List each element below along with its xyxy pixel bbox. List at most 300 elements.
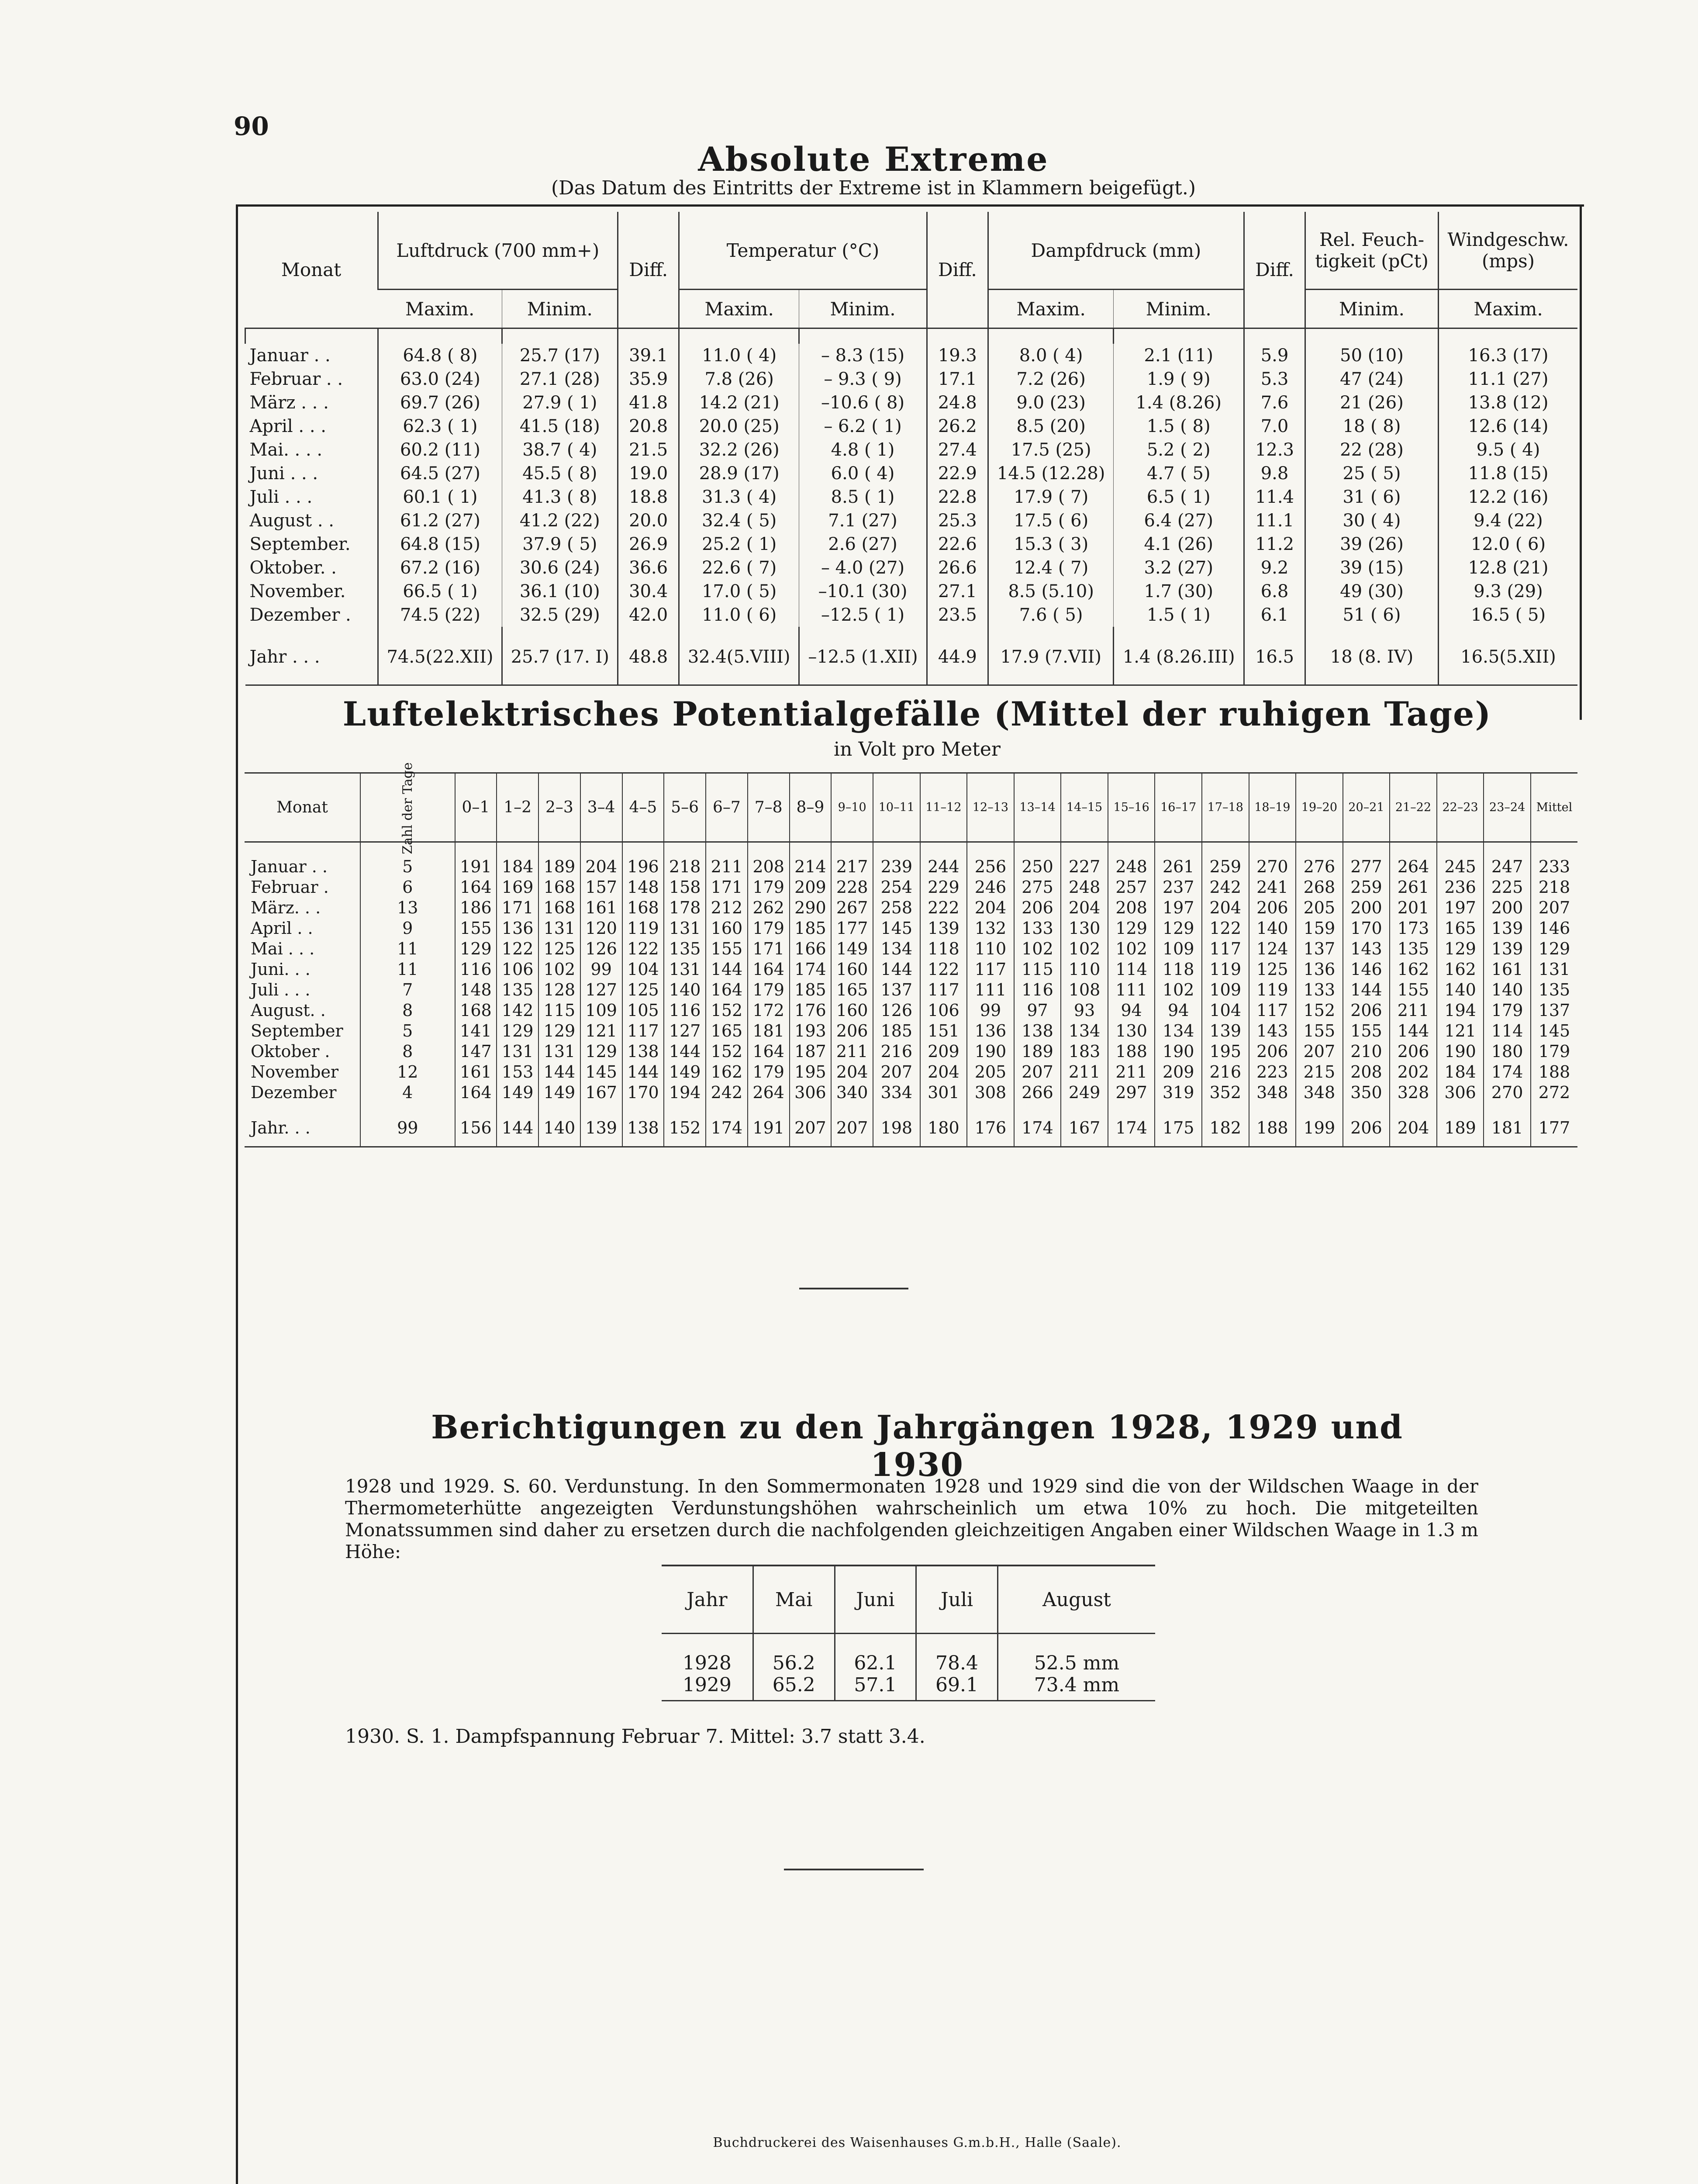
data-cell: 9.0 (23)	[988, 391, 1114, 415]
extremes-subtitle: (Das Datum des Eintritts der Extreme ist in Klammern beigefügt.)	[551, 177, 1196, 199]
data-cell: 30.4	[618, 580, 679, 603]
col-hour: 9–10	[831, 773, 873, 842]
data-cell: 189	[538, 857, 580, 877]
col-header: Mai	[753, 1565, 835, 1634]
table-row	[245, 857, 1577, 877]
data-cell: 51 ( 6)	[1305, 603, 1439, 627]
data-cell: 218	[1531, 877, 1577, 898]
month-cell: Juli . . .	[251, 980, 311, 999]
data-cell: 121	[580, 1021, 622, 1041]
data-cell: 197	[1437, 898, 1484, 918]
data-cell: 17.1	[927, 367, 988, 391]
data-cell: 114	[1484, 1021, 1531, 1041]
data-cell: 28.9 (17)	[679, 462, 799, 485]
data-cell: – 8.3 (15)	[799, 344, 927, 367]
col-monat: Monat	[245, 773, 360, 842]
data-cell: 174	[1108, 1118, 1155, 1147]
data-cell: 99	[580, 959, 622, 980]
data-cell: 1.9 ( 9)	[1114, 367, 1244, 391]
corrections-title: Berichtigungen zu den Jahrgängen 1928, 1929 und 1930	[431, 1409, 1403, 1484]
data-cell: 129	[497, 1021, 538, 1041]
gap-cell	[706, 1103, 748, 1118]
data-cell: 199	[1296, 1118, 1343, 1147]
data-cell: 162	[706, 1062, 748, 1082]
data-cell: 106	[920, 1000, 967, 1021]
table-row	[245, 980, 1577, 1000]
data-cell: 111	[967, 980, 1014, 1000]
gap-cell	[927, 627, 988, 645]
spacer-cell	[378, 328, 502, 344]
data-cell: 193	[790, 1021, 832, 1041]
data-cell: 308	[967, 1082, 1014, 1103]
data-cell: 211	[1108, 1062, 1155, 1082]
data-cell: 67.2 (16)	[378, 556, 502, 580]
data-cell: 121	[1437, 1021, 1484, 1041]
spacer-cell	[831, 842, 873, 857]
month-cell: Februar .	[251, 878, 329, 897]
data-cell: 117	[1249, 1000, 1296, 1021]
col-hour: 15–16	[1108, 773, 1155, 842]
data-cell: 245	[1437, 857, 1484, 877]
data-cell: 257	[1108, 877, 1155, 898]
data-cell: 290	[790, 898, 832, 918]
data-cell: 146	[1531, 918, 1577, 939]
data-cell: 210	[1343, 1041, 1390, 1062]
data-cell: 78.4	[916, 1652, 998, 1674]
data-cell: 216	[873, 1041, 920, 1062]
data-cell: 204	[1202, 898, 1249, 918]
data-cell: 6.0 ( 4)	[799, 462, 927, 485]
data-cell: 122	[1202, 918, 1249, 939]
data-cell: 129	[1531, 939, 1577, 959]
data-cell: 200	[1343, 898, 1390, 918]
data-cell: 125	[538, 939, 580, 959]
data-cell: 264	[1390, 857, 1437, 877]
spacer-cell	[1202, 842, 1249, 857]
data-cell: 227	[1061, 857, 1108, 877]
gap-cell	[1244, 627, 1305, 645]
data-cell: 16.5 ( 5)	[1439, 603, 1578, 627]
data-cell: 236	[1437, 877, 1484, 898]
data-cell: 17.0 ( 5)	[679, 580, 799, 603]
month-cell: Jahr . . .	[245, 645, 378, 685]
gap-cell	[1155, 1103, 1202, 1118]
data-cell: 94	[1108, 1000, 1155, 1021]
data-cell: 138	[622, 1041, 664, 1062]
data-cell: 239	[873, 857, 920, 877]
data-cell: 155	[1390, 980, 1437, 1000]
data-cell: 237	[1155, 877, 1202, 898]
data-cell: 155	[1343, 1021, 1390, 1041]
spacer-row	[245, 842, 1577, 857]
data-cell: 250	[1014, 857, 1061, 877]
data-cell: 207	[873, 1062, 920, 1082]
data-cell: 135	[1390, 939, 1437, 959]
divider-rule	[784, 1869, 924, 1870]
data-cell: 176	[967, 1118, 1014, 1147]
data-cell: 328	[1390, 1082, 1437, 1103]
data-cell: 118	[1155, 959, 1202, 980]
data-cell: 161	[580, 898, 622, 918]
data-cell: 24.8	[927, 391, 988, 415]
data-cell: 12.6 (14)	[1439, 415, 1578, 438]
month-cell: Oktober. .	[249, 558, 337, 578]
data-cell: 146	[1343, 959, 1390, 980]
data-cell: 11.8 (15)	[1439, 462, 1578, 485]
data-cell: 6.4 (27)	[1114, 509, 1244, 532]
data-cell: 6	[360, 877, 455, 898]
table-row	[245, 877, 1577, 898]
divider-rule	[799, 1288, 908, 1289]
data-cell: 139	[1484, 918, 1531, 939]
data-cell: 134	[873, 939, 920, 959]
data-cell: 8.5 (20)	[988, 415, 1114, 438]
gap-cell	[360, 1103, 455, 1118]
gap-cell	[378, 627, 502, 645]
data-cell: 130	[1108, 1021, 1155, 1041]
data-cell: 223	[1249, 1062, 1296, 1082]
data-cell: 5.2 ( 2)	[1114, 438, 1244, 462]
col-hour: 5–6	[664, 773, 706, 842]
data-cell: 132	[967, 918, 1014, 939]
col-header: Jahr	[662, 1565, 753, 1634]
data-cell: 189	[1014, 1041, 1061, 1062]
data-cell: 208	[748, 857, 790, 877]
data-cell: 208	[1108, 898, 1155, 918]
data-cell: 196	[622, 857, 664, 877]
data-cell: 134	[1061, 1021, 1108, 1041]
data-cell: 175	[1155, 1118, 1202, 1147]
spacer-cell	[580, 842, 622, 857]
data-cell: 12.8 (21)	[1439, 556, 1578, 580]
data-cell: 9.8	[1244, 462, 1305, 485]
data-cell: 1.5 ( 1)	[1114, 603, 1244, 627]
data-cell: 144	[622, 1062, 664, 1082]
data-cell: 20.0 (25)	[679, 415, 799, 438]
data-cell: 190	[1437, 1041, 1484, 1062]
table-row	[245, 1021, 1577, 1041]
data-cell: 200	[1484, 898, 1531, 918]
data-cell: 160	[706, 918, 748, 939]
gap-cell	[967, 1103, 1014, 1118]
data-cell: 164	[455, 1082, 497, 1103]
gap-cell	[920, 1103, 967, 1118]
data-cell: –12.5 ( 1)	[799, 603, 927, 627]
gap-cell	[245, 1103, 360, 1118]
data-cell: –10.1 (30)	[799, 580, 927, 603]
table-row	[245, 344, 1578, 367]
data-cell: 249	[1061, 1082, 1108, 1103]
data-cell: 188	[1108, 1041, 1155, 1062]
month-cell: April . .	[251, 919, 313, 938]
data-cell: 5.3	[1244, 367, 1305, 391]
data-cell: 158	[664, 877, 706, 898]
data-cell: 74.5(22.XII)	[378, 645, 502, 685]
data-cell: 206	[831, 1021, 873, 1041]
data-cell: 11.2	[1244, 532, 1305, 556]
data-cell: 182	[1202, 1118, 1249, 1147]
data-cell: 11.1	[1244, 509, 1305, 532]
data-cell: 177	[831, 918, 873, 939]
data-cell: 25.7 (17. I)	[502, 645, 618, 685]
table-row	[245, 556, 1578, 580]
gap-cell	[799, 627, 927, 645]
spacer-cell	[997, 1634, 1155, 1653]
data-cell: 17.9 (7.VII)	[988, 645, 1114, 685]
data-cell: 22.6 ( 7)	[679, 556, 799, 580]
data-cell: 306	[1437, 1082, 1484, 1103]
data-cell: 138	[622, 1118, 664, 1147]
data-cell: 168	[538, 877, 580, 898]
data-cell: 1.4 (8.26.III)	[1114, 645, 1244, 685]
data-cell: 262	[748, 898, 790, 918]
col-hour: 20–21	[1343, 773, 1390, 842]
year-row	[245, 1118, 1577, 1147]
data-cell: 143	[1249, 1021, 1296, 1041]
data-cell: 6.5 ( 1)	[1114, 485, 1244, 509]
data-cell: –10.6 ( 8)	[799, 391, 927, 415]
sub-luftdruck-min: Minim.	[502, 290, 618, 328]
data-cell: 36.6	[618, 556, 679, 580]
data-cell: 16.5	[1244, 645, 1305, 685]
year-row	[245, 645, 1578, 685]
data-cell: 11.1 (27)	[1439, 367, 1578, 391]
data-cell: 5	[360, 1021, 455, 1041]
data-cell: 211	[706, 857, 748, 877]
gap-cell	[538, 1103, 580, 1118]
data-cell: 171	[497, 898, 538, 918]
data-cell: 157	[580, 877, 622, 898]
data-cell: 39.1	[618, 344, 679, 367]
data-cell: 11	[360, 959, 455, 980]
data-cell: 109	[1202, 980, 1249, 1000]
data-cell: 301	[920, 1082, 967, 1103]
data-cell: 152	[1296, 1000, 1343, 1021]
gap-cell	[1484, 1103, 1531, 1118]
data-cell: 129	[580, 1041, 622, 1062]
data-cell: 242	[706, 1082, 748, 1103]
data-cell: 206	[1249, 1041, 1296, 1062]
data-cell: 6.8	[1244, 580, 1305, 603]
data-cell: 131	[664, 959, 706, 980]
data-cell: 169	[497, 877, 538, 898]
spacer-cell	[753, 1634, 835, 1653]
gap-cell	[679, 627, 799, 645]
data-cell: 130	[1061, 918, 1108, 939]
gap-cell	[1061, 1103, 1108, 1118]
data-cell: 133	[1296, 980, 1343, 1000]
table-row	[245, 509, 1578, 532]
data-cell: 93	[1061, 1000, 1108, 1021]
data-cell: 102	[1061, 939, 1108, 959]
data-cell: 1.4 (8.26)	[1114, 391, 1244, 415]
data-cell: 204	[967, 898, 1014, 918]
spacer-cell	[1484, 842, 1531, 857]
spacer-cell	[1531, 842, 1577, 857]
data-cell: 64.5 (27)	[378, 462, 502, 485]
data-cell: 117	[1202, 939, 1249, 959]
data-cell: 139	[580, 1118, 622, 1147]
data-cell: 161	[1484, 959, 1531, 980]
data-cell: 129	[455, 939, 497, 959]
data-cell: 155	[1296, 1021, 1343, 1041]
spacer-cell	[1249, 842, 1296, 857]
data-cell: 181	[1484, 1118, 1531, 1147]
data-cell: 62.3 ( 1)	[378, 415, 502, 438]
data-cell: 122	[920, 959, 967, 980]
data-cell: 168	[538, 898, 580, 918]
data-cell: 135	[664, 939, 706, 959]
data-cell: 11.0 ( 6)	[679, 603, 799, 627]
col-hour: 16–17	[1155, 773, 1202, 842]
data-cell: 135	[1531, 980, 1577, 1000]
data-cell: 74.5 (22)	[378, 603, 502, 627]
data-cell: 191	[748, 1118, 790, 1147]
data-cell: 143	[1343, 939, 1390, 959]
data-cell: 165	[831, 980, 873, 1000]
data-cell: 147	[455, 1041, 497, 1062]
data-cell: 172	[748, 1000, 790, 1021]
data-cell: 207	[1296, 1041, 1343, 1062]
evaporation-table	[662, 1565, 1155, 1701]
data-cell: 297	[1108, 1082, 1155, 1103]
gap-cell	[1296, 1103, 1343, 1118]
data-cell: 209	[790, 877, 832, 898]
data-cell: 99	[967, 1000, 1014, 1021]
page-number: 90	[234, 111, 269, 141]
month-cell: Dezember .	[249, 605, 351, 625]
data-cell: 127	[580, 980, 622, 1000]
month-cell: August . .	[249, 511, 334, 531]
data-cell: 159	[1296, 918, 1343, 939]
data-cell: 259	[1343, 877, 1390, 898]
data-cell: 117	[622, 1021, 664, 1041]
data-cell: 156	[455, 1118, 497, 1147]
col-dampfdruck: Dampfdruck (mm)	[988, 212, 1244, 290]
table-row	[245, 462, 1578, 485]
potential-subtitle: in Volt pro Meter	[834, 738, 1001, 760]
data-cell: 131	[538, 1041, 580, 1062]
data-cell: 19.3	[927, 344, 988, 367]
gap-cell	[1108, 1103, 1155, 1118]
data-cell: 7.2 (26)	[988, 367, 1114, 391]
data-cell: 183	[1061, 1041, 1108, 1062]
data-cell: 149	[664, 1062, 706, 1082]
data-cell: 22 (28)	[1305, 438, 1439, 462]
month-cell: September.	[249, 534, 351, 554]
data-cell: 128	[538, 980, 580, 1000]
data-cell: 27.1	[927, 580, 988, 603]
data-cell: 12.4 ( 7)	[988, 556, 1114, 580]
data-cell: 149	[538, 1082, 580, 1103]
data-cell: 25.2 ( 1)	[679, 532, 799, 556]
data-cell: 5.9	[1244, 344, 1305, 367]
col-diff-luftdruck: Diff.	[618, 212, 679, 328]
data-cell: 164	[455, 877, 497, 898]
data-cell: 340	[831, 1082, 873, 1103]
data-cell: 140	[1249, 918, 1296, 939]
spacer-cell	[967, 842, 1014, 857]
data-cell: 185	[790, 980, 832, 1000]
spacer-cell	[790, 842, 832, 857]
data-cell: 39 (26)	[1305, 532, 1439, 556]
spacer-cell	[622, 842, 664, 857]
data-cell: 179	[1531, 1041, 1577, 1062]
data-cell: 49 (30)	[1305, 580, 1439, 603]
col-hour: 10–11	[873, 773, 920, 842]
data-cell: 39 (15)	[1305, 556, 1439, 580]
data-cell: 60.1 ( 1)	[378, 485, 502, 509]
data-cell: 135	[497, 980, 538, 1000]
data-cell: 191	[455, 857, 497, 877]
data-cell: 104	[622, 959, 664, 980]
data-cell: 11.4	[1244, 485, 1305, 509]
spacer-cell	[988, 328, 1114, 344]
data-cell: 26.9	[618, 532, 679, 556]
data-cell: 94	[1155, 1000, 1202, 1021]
data-cell: 152	[664, 1118, 706, 1147]
data-cell: 44.9	[927, 645, 988, 685]
data-cell: 117	[920, 980, 967, 1000]
data-cell: 189	[1437, 1118, 1484, 1147]
data-cell: 266	[1014, 1082, 1061, 1103]
data-cell: 16.3 (17)	[1439, 344, 1578, 367]
data-cell: 4.1 (26)	[1114, 532, 1244, 556]
spacer-cell	[1390, 842, 1437, 857]
data-cell: 207	[831, 1118, 873, 1147]
table-row	[245, 959, 1577, 980]
data-cell: 233	[1531, 857, 1577, 877]
col-hour: 19–20	[1296, 773, 1343, 842]
data-cell: 37.9 ( 5)	[502, 532, 618, 556]
corrections-paragraph: 1928 und 1929. S. 60. Verdunstung. In den Sommermonaten 1928 und 1929 sind die von der Wildschen Waage in der Thermometerhütte angezeigten Verdunstungshöhen wahrscheinlich um etwa 10% zu hoch. Die mitgeteilten Monatssummen sind daher zu ersetzen durch die nachfolgenden gleichzeitigen Angaben einer Wildschen Waage in 1.3 m Höhe:	[345, 1476, 1478, 1562]
data-cell: 162	[1390, 959, 1437, 980]
table-row	[245, 485, 1578, 509]
col-hour: 6–7	[706, 773, 748, 842]
data-cell: 137	[873, 980, 920, 1000]
data-cell: 204	[1061, 898, 1108, 918]
gap-cell	[1114, 627, 1244, 645]
col-windgeschw: Windgeschw. (mps)	[1439, 212, 1578, 290]
data-cell: 206	[1390, 1041, 1437, 1062]
table-row	[245, 415, 1578, 438]
spacer-cell	[873, 842, 920, 857]
data-cell: 348	[1249, 1082, 1296, 1103]
data-cell: 1928	[682, 1652, 732, 1674]
data-cell: 32.4(5.VIII)	[679, 645, 799, 685]
data-cell: 9.3 (29)	[1439, 580, 1578, 603]
data-cell: 348	[1296, 1082, 1343, 1103]
data-cell: 131	[664, 918, 706, 939]
data-cell: 1.7 (30)	[1114, 580, 1244, 603]
spacer-cell	[618, 328, 679, 344]
col-header: August	[997, 1565, 1155, 1634]
data-cell: 125	[622, 980, 664, 1000]
data-cell: 11.0 ( 4)	[679, 344, 799, 367]
data-cell: 110	[967, 939, 1014, 959]
gap-cell	[1437, 1103, 1484, 1118]
data-cell: 148	[622, 877, 664, 898]
col-hour: 18–19	[1249, 773, 1296, 842]
col-zahl-der-tage	[360, 762, 455, 854]
month-cell: Oktober .	[251, 1042, 330, 1061]
data-cell: 185	[790, 918, 832, 939]
data-cell: 4	[360, 1082, 455, 1103]
data-cell: 209	[1155, 1062, 1202, 1082]
col-hour: 22–23	[1437, 773, 1484, 842]
data-cell: 97	[1014, 1000, 1061, 1021]
data-cell: 2.6 (27)	[799, 532, 927, 556]
